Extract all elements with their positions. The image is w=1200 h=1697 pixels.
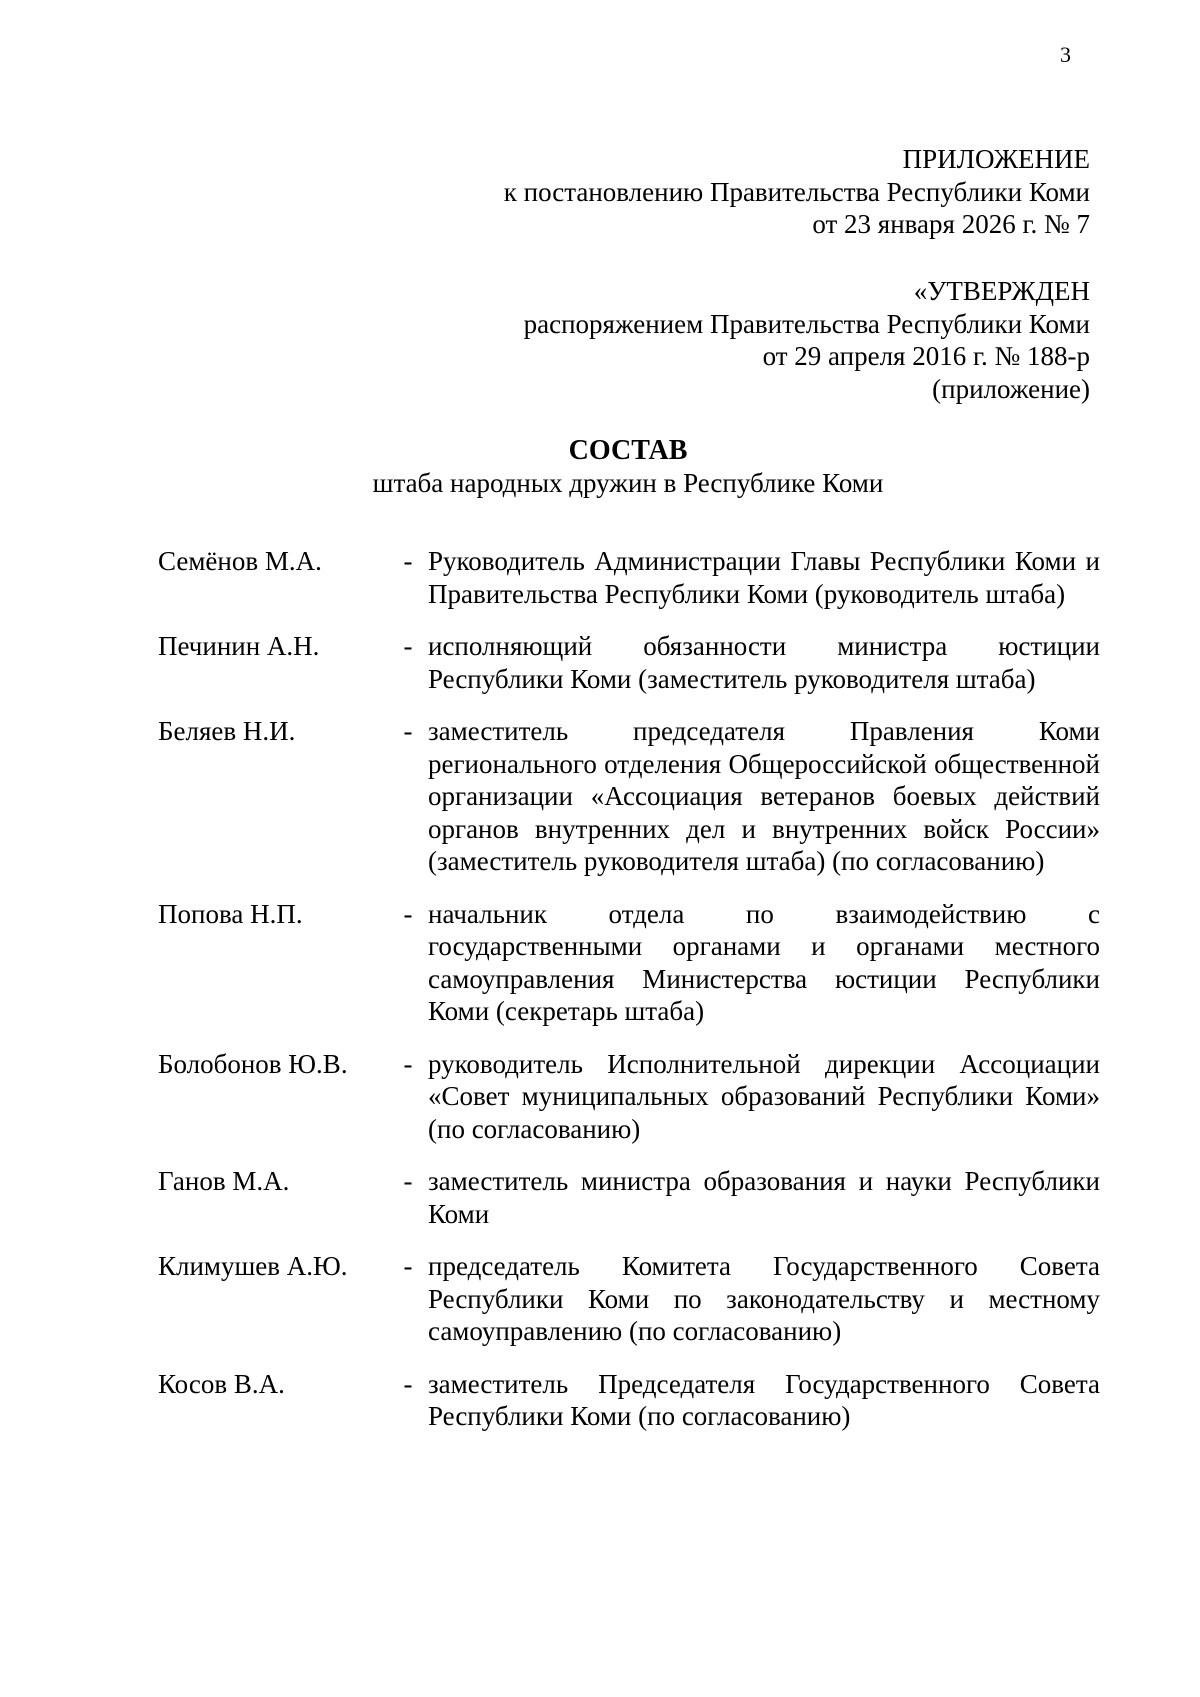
approved-title: «УТВЕРЖДЕН bbox=[913, 276, 1090, 306]
appendix-reference: к постановлению Правительства Республики Коми bbox=[503, 176, 1090, 207]
member-dash: - bbox=[403, 898, 413, 929]
member-row bbox=[158, 898, 1100, 1028]
member-dash: - bbox=[403, 546, 413, 576]
member-row bbox=[158, 1165, 1100, 1230]
member-role: руководитель Исполнительной дирекции Ассоциации «Совет муниципальных образований Республики Коми» (по согласованию) bbox=[428, 1048, 1100, 1144]
approved-header bbox=[524, 275, 1090, 405]
member-dash: - bbox=[403, 1166, 413, 1196]
document-title: СОСТАВ bbox=[568, 435, 688, 466]
appendix-header bbox=[504, 143, 1090, 241]
member-name: Беляев Н.И. bbox=[158, 716, 296, 746]
appendix-date: от 23 января 2026 г. № 7 bbox=[812, 209, 1090, 239]
members-list bbox=[158, 545, 1100, 1453]
member-dash: - bbox=[403, 631, 413, 661]
member-name: Печинин А.Н. bbox=[158, 631, 320, 661]
member-name: Климушев А.Ю. bbox=[158, 1251, 348, 1281]
member-name: Болобонов Ю.В. bbox=[158, 1048, 348, 1079]
member-role: Руководитель Администрации Главы Республики Коми и Правительства Республики Коми (руководитель штаба) bbox=[428, 546, 1100, 609]
document-title-block bbox=[0, 434, 1200, 500]
member-row bbox=[158, 630, 1100, 695]
member-row bbox=[158, 545, 1100, 610]
appendix-title: ПРИЛОЖЕНИЕ bbox=[902, 144, 1090, 174]
member-role: заместитель министра образования и науки Республики Коми bbox=[428, 1166, 1100, 1229]
member-row bbox=[158, 1368, 1100, 1433]
page-number: 3 bbox=[1060, 42, 1071, 67]
approved-note: (приложение) bbox=[932, 373, 1090, 404]
member-role: исполняющий обязанности министра юстиции Республики Коми (заместитель руководителя штаба) bbox=[428, 631, 1100, 694]
member-role: заместитель председателя Правления Коми регионального отделения Общероссийской общественной организации «Ассоциация ветеранов боевых действий органов внутренних дел и внутренних войск России» (заместитель руководителя штаба) (по согласованию) bbox=[428, 716, 1100, 876]
member-role: председатель Комитета Государственного Совета Республики Коми по законодательству и местному самоуправлению (по согласованию) bbox=[428, 1251, 1100, 1346]
member-dash: - bbox=[403, 1048, 413, 1079]
member-dash: - bbox=[403, 1251, 413, 1281]
member-dash: - bbox=[403, 716, 413, 746]
approved-date: от 29 апреля 2016 г. № 188-р bbox=[762, 341, 1090, 371]
member-name: Семёнов М.А. bbox=[158, 546, 322, 576]
member-role: заместитель Председателя Государственного Совета Республики Коми (по согласованию) bbox=[428, 1368, 1100, 1431]
member-name: Косов В.А. bbox=[158, 1368, 285, 1399]
member-dash: - bbox=[403, 1368, 413, 1399]
document-subtitle: штаба народных дружин в Республике Коми bbox=[372, 468, 884, 498]
member-row bbox=[158, 1250, 1100, 1348]
member-row bbox=[158, 715, 1100, 878]
approved-reference: распоряжением Правительства Республики Коми bbox=[523, 308, 1090, 339]
member-role: начальник отдела по взаимодействию с государственными органами и органами местного самоуправления Министерства юстиции Республики Коми (секретарь штаба) bbox=[428, 898, 1100, 1026]
member-name: Ганов М.А. bbox=[158, 1166, 290, 1196]
member-name: Попова Н.П. bbox=[158, 898, 303, 929]
member-row bbox=[158, 1048, 1100, 1146]
